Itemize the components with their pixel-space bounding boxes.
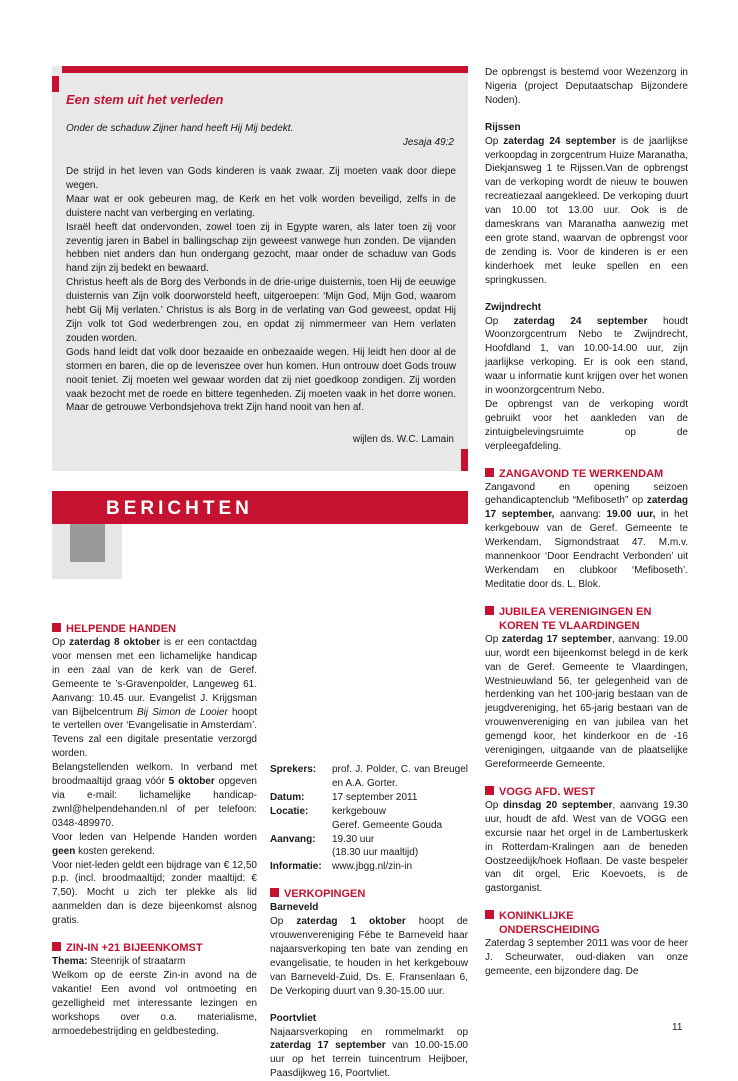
quote-paragraph: Christus heeft als de Borg des Verbonds in de drie-urige duisternis, toen Hij de eeuwige duisternis van Zijn volk doorworsteld heeft, uitgeroepen: ‘Mijn God, Mijn God, waarom hebt Gij Mij verlaten.’ Christus is als Borg in de verlating van God geweest, opdat Hij Zijn volk tot God wederbrengen zou, en opdat zij nimmermeer van Hem verlaten zouden worden.	[66, 276, 456, 346]
subheading-poortvliet: Poortvliet	[270, 1012, 468, 1026]
table-row: Datum: 17 september 2011	[270, 791, 468, 805]
table-row: Aanvang: 19.30 uur	[270, 833, 468, 847]
quote-box-left-bar	[52, 76, 59, 92]
article-paragraph: De opbrengst van de verkoping wordt gebruikt voor het aankleden van de zintuigbelevingsruimte op de verpleegafdeling.	[485, 398, 688, 454]
column-1	[52, 622, 257, 1038]
article-paragraph: Op zaterdag 24 september houdt Woonzorgcentrum Nebo te Zwijndrecht, Hoofdland 1, van 10.00-14.00 uur, zijn jaarlijkse verkoping. Er is ook een stand, waar u informatie kunt krijgen over het wonen in woonzorgcentrum Nebo.	[485, 315, 688, 398]
subheading-zwijndrecht: Zwijndrecht	[485, 301, 688, 315]
event-details-table	[270, 763, 468, 874]
subheading-rijssen: Rijssen	[485, 121, 688, 135]
subheading-barneveld: Barneveld	[270, 901, 468, 915]
bullet-square-icon	[485, 468, 494, 477]
article-paragraph: Op zaterdag 8 oktober is er een contactdag voor mensen met een lichamelijke handicap in een zaal van de kerk van de Geref. Gemeente te ’s-Gravenpolder, Langeweg 61. Aanvang: 10.45 uur. Evangelist J. Krijgsman van Bijbelcentrum Bij Simon de Looier hoopt te vertellen over ‘Evangelisatie in Amsterdam’. Tevens zal een digitale presentatie verzorgd worden.	[52, 636, 257, 761]
section-decor-dark	[70, 524, 105, 562]
article-paragraph: Thema: Steenrijk of straatarm	[52, 955, 257, 969]
heading-zangavond: ZANGAVOND TE WERKENDAM	[485, 467, 688, 481]
page-number: 11	[672, 1022, 682, 1033]
article-paragraph: De opbrengst is bestemd voor Wezenzorg in Nigeria (project Deputaatschap Bijzondere Noden).	[485, 66, 688, 108]
section-title: BERICHTEN	[106, 498, 253, 520]
column-3	[485, 66, 688, 979]
article-paragraph: Voor leden van Helpende Handen worden geen kosten gerekend.	[52, 831, 257, 859]
heading-jubilea: JUBILEA VERENIGINGEN EN KOREN TE VLAARDINGEN	[485, 605, 688, 633]
table-row: Geref. Gemeente Gouda	[270, 819, 468, 833]
quote-signature: wijlen ds. W.C. Lamain	[353, 434, 454, 445]
column-2	[270, 763, 468, 1081]
bullet-square-icon	[485, 606, 494, 615]
article-paragraph: Op zaterdag 24 september is de jaarlijkse verkoopdag in zorgcentrum Huize Maranatha, Diekjansweg 1 te Rijssen.Van de opbrengst van de verkoping wordt de nieuw te bouwen recreatiezaal aangekleed. De verkoping duurt van 10.00 tot 13.00 uur. Ook is de dameskrans van Maranatha aanwezig met een grote stand, waarvan de opbrengst voor de zending is. Voor de kinderen is er een kinderhoek met leuke spellen en een springkussen.	[485, 135, 688, 288]
article-paragraph: Op zaterdag 1 oktober hoopt de vrouwenvereniging Fébe te Barneveld haar najaarsverkoping ten bate van zending en evangelisatie, te houden in het kerkgebouw van Barneveld-Zuid, Ds. E. Fransenlaan 6, De Verkoping duurt van 9.30-15.00 uur.	[270, 915, 468, 998]
article-paragraph: Voor niet-leden geldt een bijdrage van € 12,50 p.p. (incl. broodmaaltijd; zonder maaltijd: € 7,50). Mocht u zich ter plekke als lid aanmelden dan is deze bijeenkomst alsnog gratis.	[52, 859, 257, 929]
quote-paragraph: De strijd in het leven van Gods kinderen is vaak zwaar. Zij moeten vaak door diepe wegen.	[66, 165, 456, 193]
heading-verkopingen: VERKOPINGEN	[270, 887, 468, 901]
quote-box-top-bar	[62, 66, 468, 73]
quote-paragraph: Gods hand leidt dat volk door bezaaide en onbezaaide wegen. Hij leidt hen door al de stormen en baren, die op de levenszee over hun komen. Hun ontrouw doet Gods trouw nooit teniet. Zij moeten wel gewaar worden dat zij niet goedkoop zondigen. Zij worden vaak bezocht met de roede en bittere tegenheden. Zij moeten vaak in het dorre wonen. Maar de getrouwe Verbondsjehova trekt Zijn hand nooit van hen af.	[66, 346, 456, 416]
article-paragraph: Zangavond en opening seizoen gehandicaptenclub “Mefiboseth” op zaterdag 17 september, aanvang: 19.00 uur, in het kerkgebouw van de Geref. Gemeente te Werkendam, Sigmondstraat 47. M.m.v. mannenkoor ‘Door Eendracht Verbonden’ uit Werkendam en clubkoor ‘Mefiboseth’. Meditatie door ds. L. Blok.	[485, 481, 688, 592]
quote-box-right-bar	[461, 449, 468, 471]
bullet-square-icon	[52, 942, 61, 951]
bullet-square-icon	[52, 623, 61, 632]
quote-body	[66, 165, 456, 415]
heading-koninklijke: KONINKLIJKE ONDERSCHEIDING	[485, 909, 688, 937]
article-paragraph: Op zaterdag 17 september, aanvang: 19.00 uur, wordt een bijeenkomst belegd in de kerk van de Geref. Gemeente te Vlaardingen, Westnieuwland 56, ter gelegenheid van de herdenking van het 100-jarig bestaan van de jeugdvereniging, het 65-jarig bestaan van de vrouwenvereniging en van jubilea van het gemengd koor, het kinderkoor en de -16 verenigingen, uitgaande van de plaatselijke Gereformeerde Gemeente.	[485, 633, 688, 772]
table-row: Sprekers: prof. J. Polder, C. van Breugel en A.A. Gorter.	[270, 763, 468, 791]
quote-paragraph: Maar wat er ook gebeuren mag, de Kerk en het volk worden beveiligd, zelfs in de duistere nacht van verberging en verlating.	[66, 193, 456, 221]
article-paragraph: Najaarsverkoping en rommelmarkt op zaterdag 17 september van 10.00-15.00 uur op het terrein tuincentrum Heijboer, Paasdijkweg 16, Poortvliet.	[270, 1026, 468, 1081]
article-paragraph: Welkom op de eerste Zin-in avond na de vakantie! Een avond vol ontmoeting en gezelligheid met interessante lezingen en workshops over o.a. materialisme, armoedebestrijding en geldbesteding.	[52, 969, 257, 1039]
quote-reference: Jesaja 49:2	[403, 137, 454, 148]
heading-helpende-handen: HELPENDE HANDEN	[52, 622, 257, 636]
article-paragraph: Belangstellenden welkom. In verband met broodmaaltijd graag vóór 5 oktober opgeven via e-mail: lichamelijke handicap-zwnl@helpendehanden.nl of per telefoon: 0348-489970.	[52, 761, 257, 831]
quote-paragraph: Israël heeft dat ondervonden, zowel toen zij in Egypte waren, als later toen zij voor zeventig jaren in Babel in ballingschap zijn geweest vanwege hun zonden. De vijanden hebben niet anders dan hun ondergang gezocht, maar onder de schaduw van Gods hand zijn zij bedekt en bewaard.	[66, 221, 456, 277]
article-paragraph: Op dinsdag 20 september, aanvang 19.30 uur, houdt de afd. West van de VOGG een excursie naar het orgel in de Lambertuskerk in Rotterdam-Kralingen aan de beneden Oostzeedijk/hoek Hoflaan. De vaste bespeler van dit orgel, Eric Koevoets, is de gastorganist.	[485, 799, 688, 896]
article-paragraph: Zaterdag 3 september 2011 was voor de heer J. Scheurwater, oud-diaken van onze gemeente, een bijzondere dag. De	[485, 937, 688, 979]
table-row: Locatie: kerkgebouw	[270, 805, 468, 819]
bullet-square-icon	[485, 910, 494, 919]
heading-zin-in: ZIN-IN +21 BIJEENKOMST	[52, 941, 257, 955]
quote-title: Een stem uit het verleden	[66, 92, 224, 107]
table-row: (18.30 uur maaltijd)	[270, 846, 468, 860]
table-row: Informatie: www.jbgg.nl/zin-in	[270, 860, 468, 874]
bullet-square-icon	[270, 888, 279, 897]
quote-subtitle: Onder de schaduw Zijner hand heeft Hij Mij bedekt.	[66, 122, 456, 136]
heading-vogg: VOGG AFD. WEST	[485, 785, 688, 799]
bullet-square-icon	[485, 786, 494, 795]
